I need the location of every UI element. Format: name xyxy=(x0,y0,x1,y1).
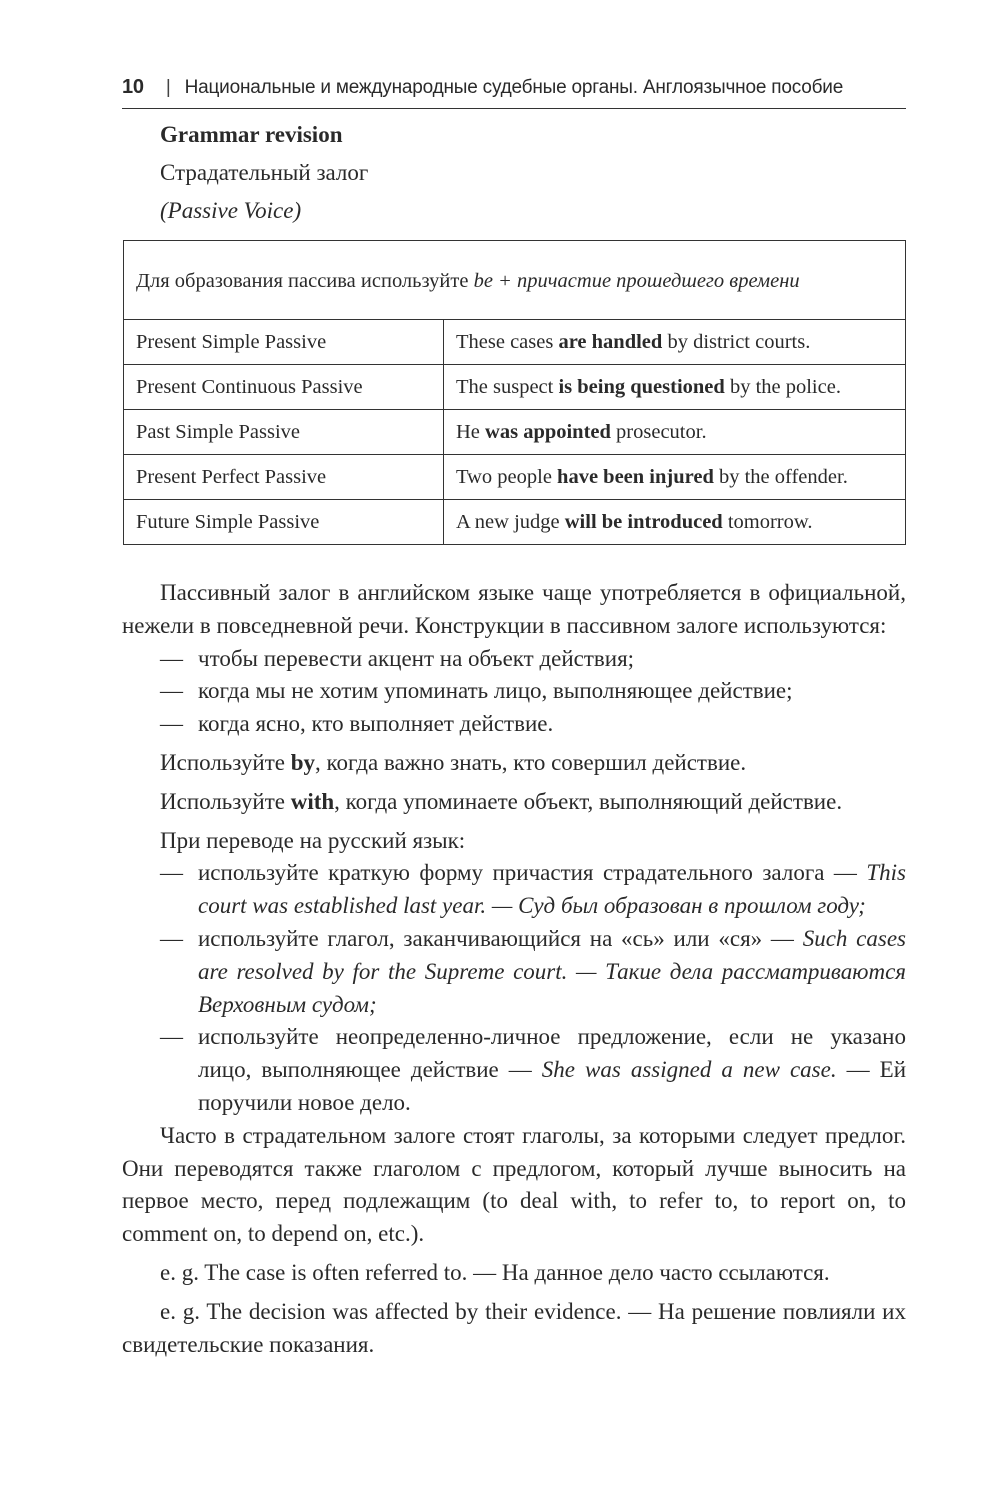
subtitle-english: (Passive Voice) xyxy=(160,198,302,223)
table-row xyxy=(124,320,906,365)
paragraph-prepositions: Часто в страдательном залоге стоят глаголы, за которыми следует предлог. Они переводятся также глаголом с предлогом, который лучше выносить на первое место, перед подлежащим (to deal with, to refer to, to report on, to comment on, to depend on, etc.). xyxy=(122,1122,906,1247)
tense-name: Present Perfect Passive xyxy=(124,455,444,500)
example-sentence: These cases are handled by district courts. xyxy=(444,320,906,365)
paragraph-translation: При переводе на русский язык: xyxy=(160,827,466,853)
example-sentence: He was appointed prosecutor. xyxy=(444,410,906,455)
table-row xyxy=(124,500,906,545)
list-item: — когда ясно, кто выполняет действие. xyxy=(160,711,554,737)
example-1: e. g. The case is often referred to. — На данное дело часто ссылаются. xyxy=(160,1259,830,1285)
header-separator: | xyxy=(165,76,171,98)
list-item: — чтобы перевести акцент на объект действия; xyxy=(160,645,635,671)
tense-name: Past Simple Passive xyxy=(124,410,444,455)
passive-voice-table xyxy=(123,240,906,545)
body-text xyxy=(122,577,906,1361)
tense-name: Present Continuous Passive xyxy=(124,365,444,410)
list-item: — когда мы не хотим упоминать лицо, выполняющее действие; xyxy=(160,678,793,704)
example-sentence: Two people have been injured by the offender. xyxy=(444,455,906,500)
list-item: — используйте краткую форму причастия страдательного залога — This court was established last year. — Суд был образован в прошлом году; xyxy=(160,860,906,919)
list-item: — используйте глагол, заканчивающийся на «сь» или «ся» — Such cases are resolved by for the Supreme court. — Такие дела рассматриваются Верховным судом; xyxy=(160,925,906,1017)
table-row xyxy=(124,455,906,500)
page-number: 10 xyxy=(122,76,144,98)
running-header xyxy=(122,76,906,109)
paragraph-intro: Пассивный залог в английском языке чаще употребляется в официальной, нежели в повседневной речи. Конструкции в пассивном залоге используются: xyxy=(122,580,906,638)
subtitle: Страдательный залог xyxy=(160,160,369,185)
paragraph-by: Используйте by, когда важно знать, кто совершил действие. xyxy=(160,749,747,775)
example-2: e. g. The decision was affected by their evidence. — На решение повлияли их свидетельские показания. xyxy=(122,1298,906,1357)
table-intro: Для образования пассива используйте be + причастие прошедшего времени xyxy=(124,241,906,320)
table-row xyxy=(124,410,906,455)
tense-name: Future Simple Passive xyxy=(124,500,444,545)
tense-name: Present Simple Passive xyxy=(124,320,444,365)
table-row xyxy=(124,365,906,410)
section-title: Grammar revision xyxy=(160,122,343,147)
list-item: — используйте неопределенно-личное предложение, если не указано лицо, выполняющее действие — She was assigned a new case. — Ей поручили новое дело. xyxy=(160,1024,907,1115)
paragraph-with: Используйте with, когда упоминаете объект, выполняющий действие. xyxy=(160,788,843,814)
example-sentence: A new judge will be introduced tomorrow. xyxy=(444,500,906,545)
book-title: Национальные и международные судебные органы. Англоязычное пособие xyxy=(184,76,844,98)
example-sentence: The suspect is being questioned by the police. xyxy=(444,365,906,410)
